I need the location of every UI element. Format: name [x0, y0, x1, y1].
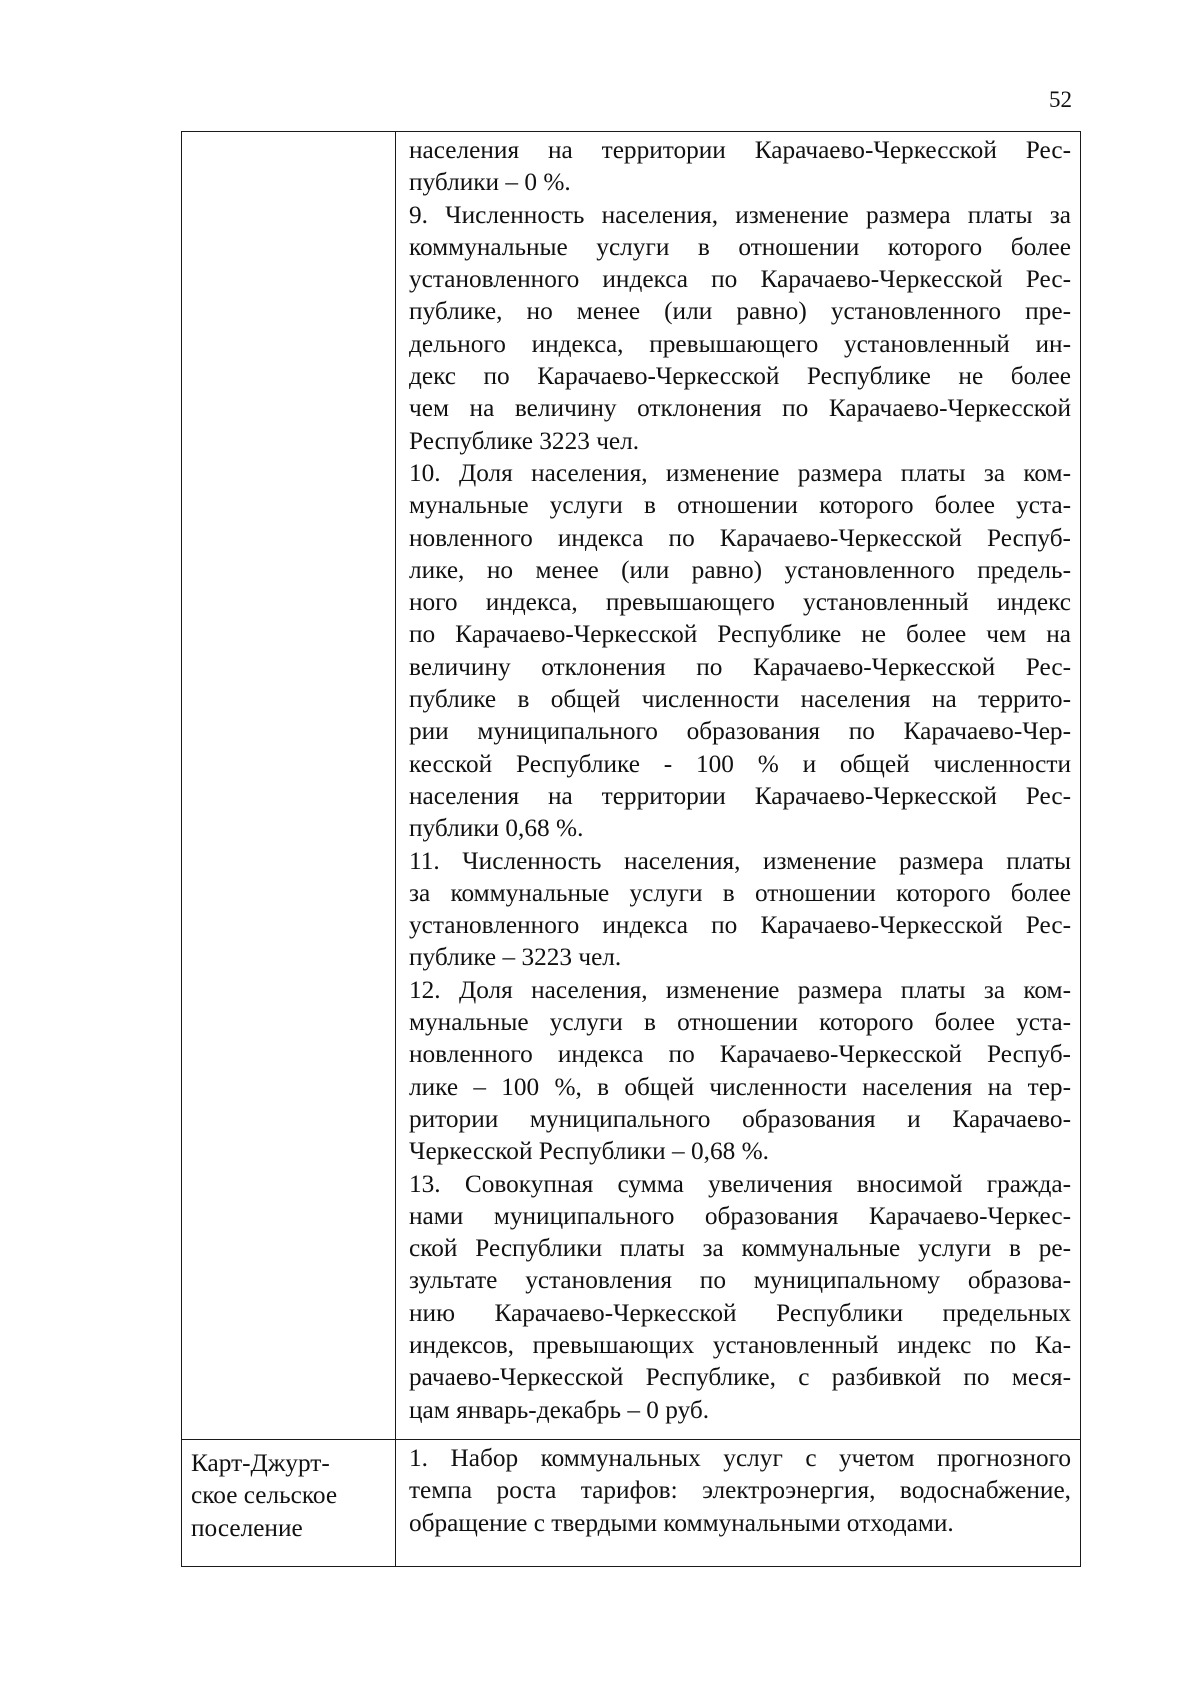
indicator-paragraph [409, 1168, 1071, 1426]
text-line: населения на территории Карачаево-Черкесской Рес- [409, 136, 1071, 164]
municipal-indicators-table [181, 131, 1081, 1567]
text-line: 9. Численность населения, изменение размера платы за [409, 200, 1071, 229]
text-line: чем на величину отклонения по Карачаево-Черкесской [409, 394, 1071, 423]
indicator-paragraph [409, 134, 1071, 199]
text-line: публике в общей численности населения на террито- [409, 685, 1071, 714]
text-line: 10. Доля населения, изменение размера платы за ком- [409, 458, 1071, 487]
municipality-name [182, 132, 395, 139]
text-line: коммунальные услуги в отношении которого более [409, 232, 1071, 261]
text-line: дельного индекса, превышающего установленный ин- [409, 329, 1071, 358]
text-line: нами муниципального образования Карачаево-Черкес- [409, 1201, 1071, 1230]
table-row [182, 1440, 1081, 1567]
indicator-paragraph [409, 845, 1071, 974]
text-line: ритории муниципального образования и Карачаево- [409, 1104, 1071, 1133]
text-line: 13. Совокупная сумма увеличения вносимой гражда- [409, 1169, 1071, 1198]
indicators-cell [396, 1440, 1081, 1567]
text-line: цам январь-декабрь – 0 руб. [409, 1395, 710, 1424]
indicator-paragraph [409, 199, 1071, 457]
text-line: 1. Набор коммунальных услуг с учетом прогнозного [409, 1444, 1071, 1472]
indicators-cell [396, 132, 1081, 1440]
text-line: ское сельское [191, 1481, 338, 1510]
indicators-text [396, 132, 1080, 1426]
text-line: мунальные услуги в отношении которого более уста- [409, 1008, 1071, 1037]
text-line: населения на территории Карачаево-Черкесской Рес- [409, 781, 1071, 810]
text-line: зультате установления по муниципальному образова- [409, 1266, 1071, 1295]
text-line: 11. Численность населения, изменение размера платы [409, 846, 1071, 875]
text-line: темпа роста тарифов: электроэнергия, водоснабжение, [409, 1476, 1071, 1505]
text-line: нию Карачаево-Черкесской Республики предельных [409, 1298, 1071, 1327]
text-line: кесской Республике - 100 % и общей численности [409, 749, 1071, 778]
text-line: публике – 3223 чел. [409, 943, 622, 972]
text-line: поселение [191, 1513, 303, 1542]
table-row [182, 132, 1081, 1440]
municipality-cell-empty [182, 132, 396, 1440]
text-line: Черкесской Республики – 0,68 %. [409, 1137, 769, 1166]
text-line: лике, но менее (или равно) установленного предель- [409, 555, 1071, 584]
text-line: лике – 100 %, в общей численности населения на тер- [409, 1072, 1071, 1101]
municipality-name [182, 1440, 395, 1544]
text-line: установленного индекса по Карачаево-Черкесской Рес- [409, 265, 1071, 294]
text-line: рачаево-Черкесской Республике, с разбивкой по меся- [409, 1363, 1071, 1392]
text-line: публике, но менее (или равно) установленного пре- [409, 297, 1071, 326]
text-line: 12. Доля населения, изменение размера платы за ком- [409, 975, 1071, 1004]
text-line: ного индекса, превышающего установленный индекс [409, 588, 1071, 617]
text-line: публики 0,68 %. [409, 814, 584, 843]
text-line: Карт-Джурт- [191, 1449, 330, 1477]
text-line: установленного индекса по Карачаево-Черкесской Рес- [409, 911, 1071, 940]
text-line: Республике 3223 чел. [409, 426, 640, 455]
indicator-paragraph [409, 1442, 1071, 1539]
text-line: новленного индекса по Карачаево-Черкесской Респуб- [409, 1040, 1071, 1069]
text-line: ской Республики платы за коммунальные услуги в ре- [409, 1234, 1071, 1263]
text-line: декс по Карачаево-Черкесской Республике не более [409, 362, 1071, 391]
page-number: 52 [1049, 87, 1072, 112]
indicator-paragraph [409, 974, 1071, 1168]
text-line: величину отклонения по Карачаево-Черкесской Рес- [409, 652, 1071, 681]
municipality-cell [182, 1440, 396, 1567]
text-line: публики – 0 %. [409, 168, 571, 197]
text-line: мунальные услуги в отношении которого более уста- [409, 491, 1071, 520]
text-line: новленного индекса по Карачаево-Черкесской Респуб- [409, 523, 1071, 552]
indicators-text [396, 1440, 1080, 1539]
text-line: обращение с твердыми коммунальными отходами. [409, 1508, 954, 1537]
text-line: по Карачаево-Черкесской Республике не более чем на [409, 620, 1071, 649]
text-line: за коммунальные услуги в отношении которого более [409, 878, 1071, 907]
indicator-paragraph [409, 457, 1071, 845]
text-line: рии муниципального образования по Карачаево-Чер- [409, 717, 1071, 746]
text-line: индексов, превышающих установленный индекс по Ка- [409, 1330, 1071, 1359]
